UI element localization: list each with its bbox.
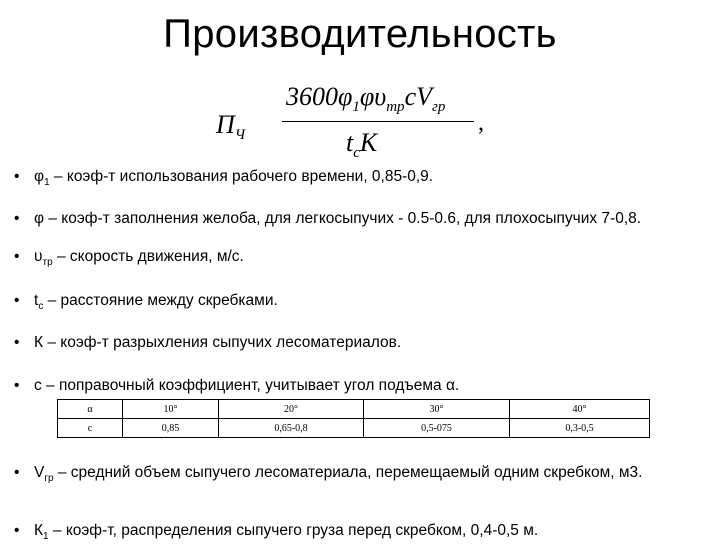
productivity-formula: [208, 80, 508, 160]
table-cell: 30°: [364, 400, 510, 419]
table-row: [58, 400, 650, 419]
bullet-dot: •: [14, 377, 20, 394]
bullet-dot: •: [14, 210, 20, 227]
bullet-dot: •: [14, 168, 20, 185]
formula-comma: ,: [478, 110, 484, 136]
table-cell: 0,3-0,5: [510, 419, 650, 438]
table-cell: 0,65-0,8: [219, 419, 364, 438]
table-cell: 40°: [510, 400, 650, 419]
formula-numerator: $3600\varphi_1\varphi\upsilon_{тр}cV_{гр}$: [286, 82, 446, 116]
table-cell: 10°: [123, 400, 219, 419]
table-cell: с: [58, 419, 123, 438]
bullet-dot: •: [14, 464, 20, 481]
bullet-dot: •: [14, 248, 20, 265]
correction-coefficient-table: [57, 399, 650, 438]
bullet-dot: •: [14, 334, 20, 351]
fraction-bar: [282, 121, 474, 122]
table-cell: 0,5-075: [364, 419, 510, 438]
table-cell: 0,85: [123, 419, 219, 438]
slide-title: Производительность: [163, 12, 557, 56]
table-cell: 20°: [219, 400, 364, 419]
bullet-dot: •: [14, 292, 20, 309]
table-cell: α: [58, 400, 123, 419]
formula-lhs: $П_Ч$: [216, 110, 246, 144]
formula-denominator: $t_cK$: [346, 128, 378, 162]
table-row: [58, 419, 650, 438]
bullet-dot: •: [14, 522, 20, 539]
